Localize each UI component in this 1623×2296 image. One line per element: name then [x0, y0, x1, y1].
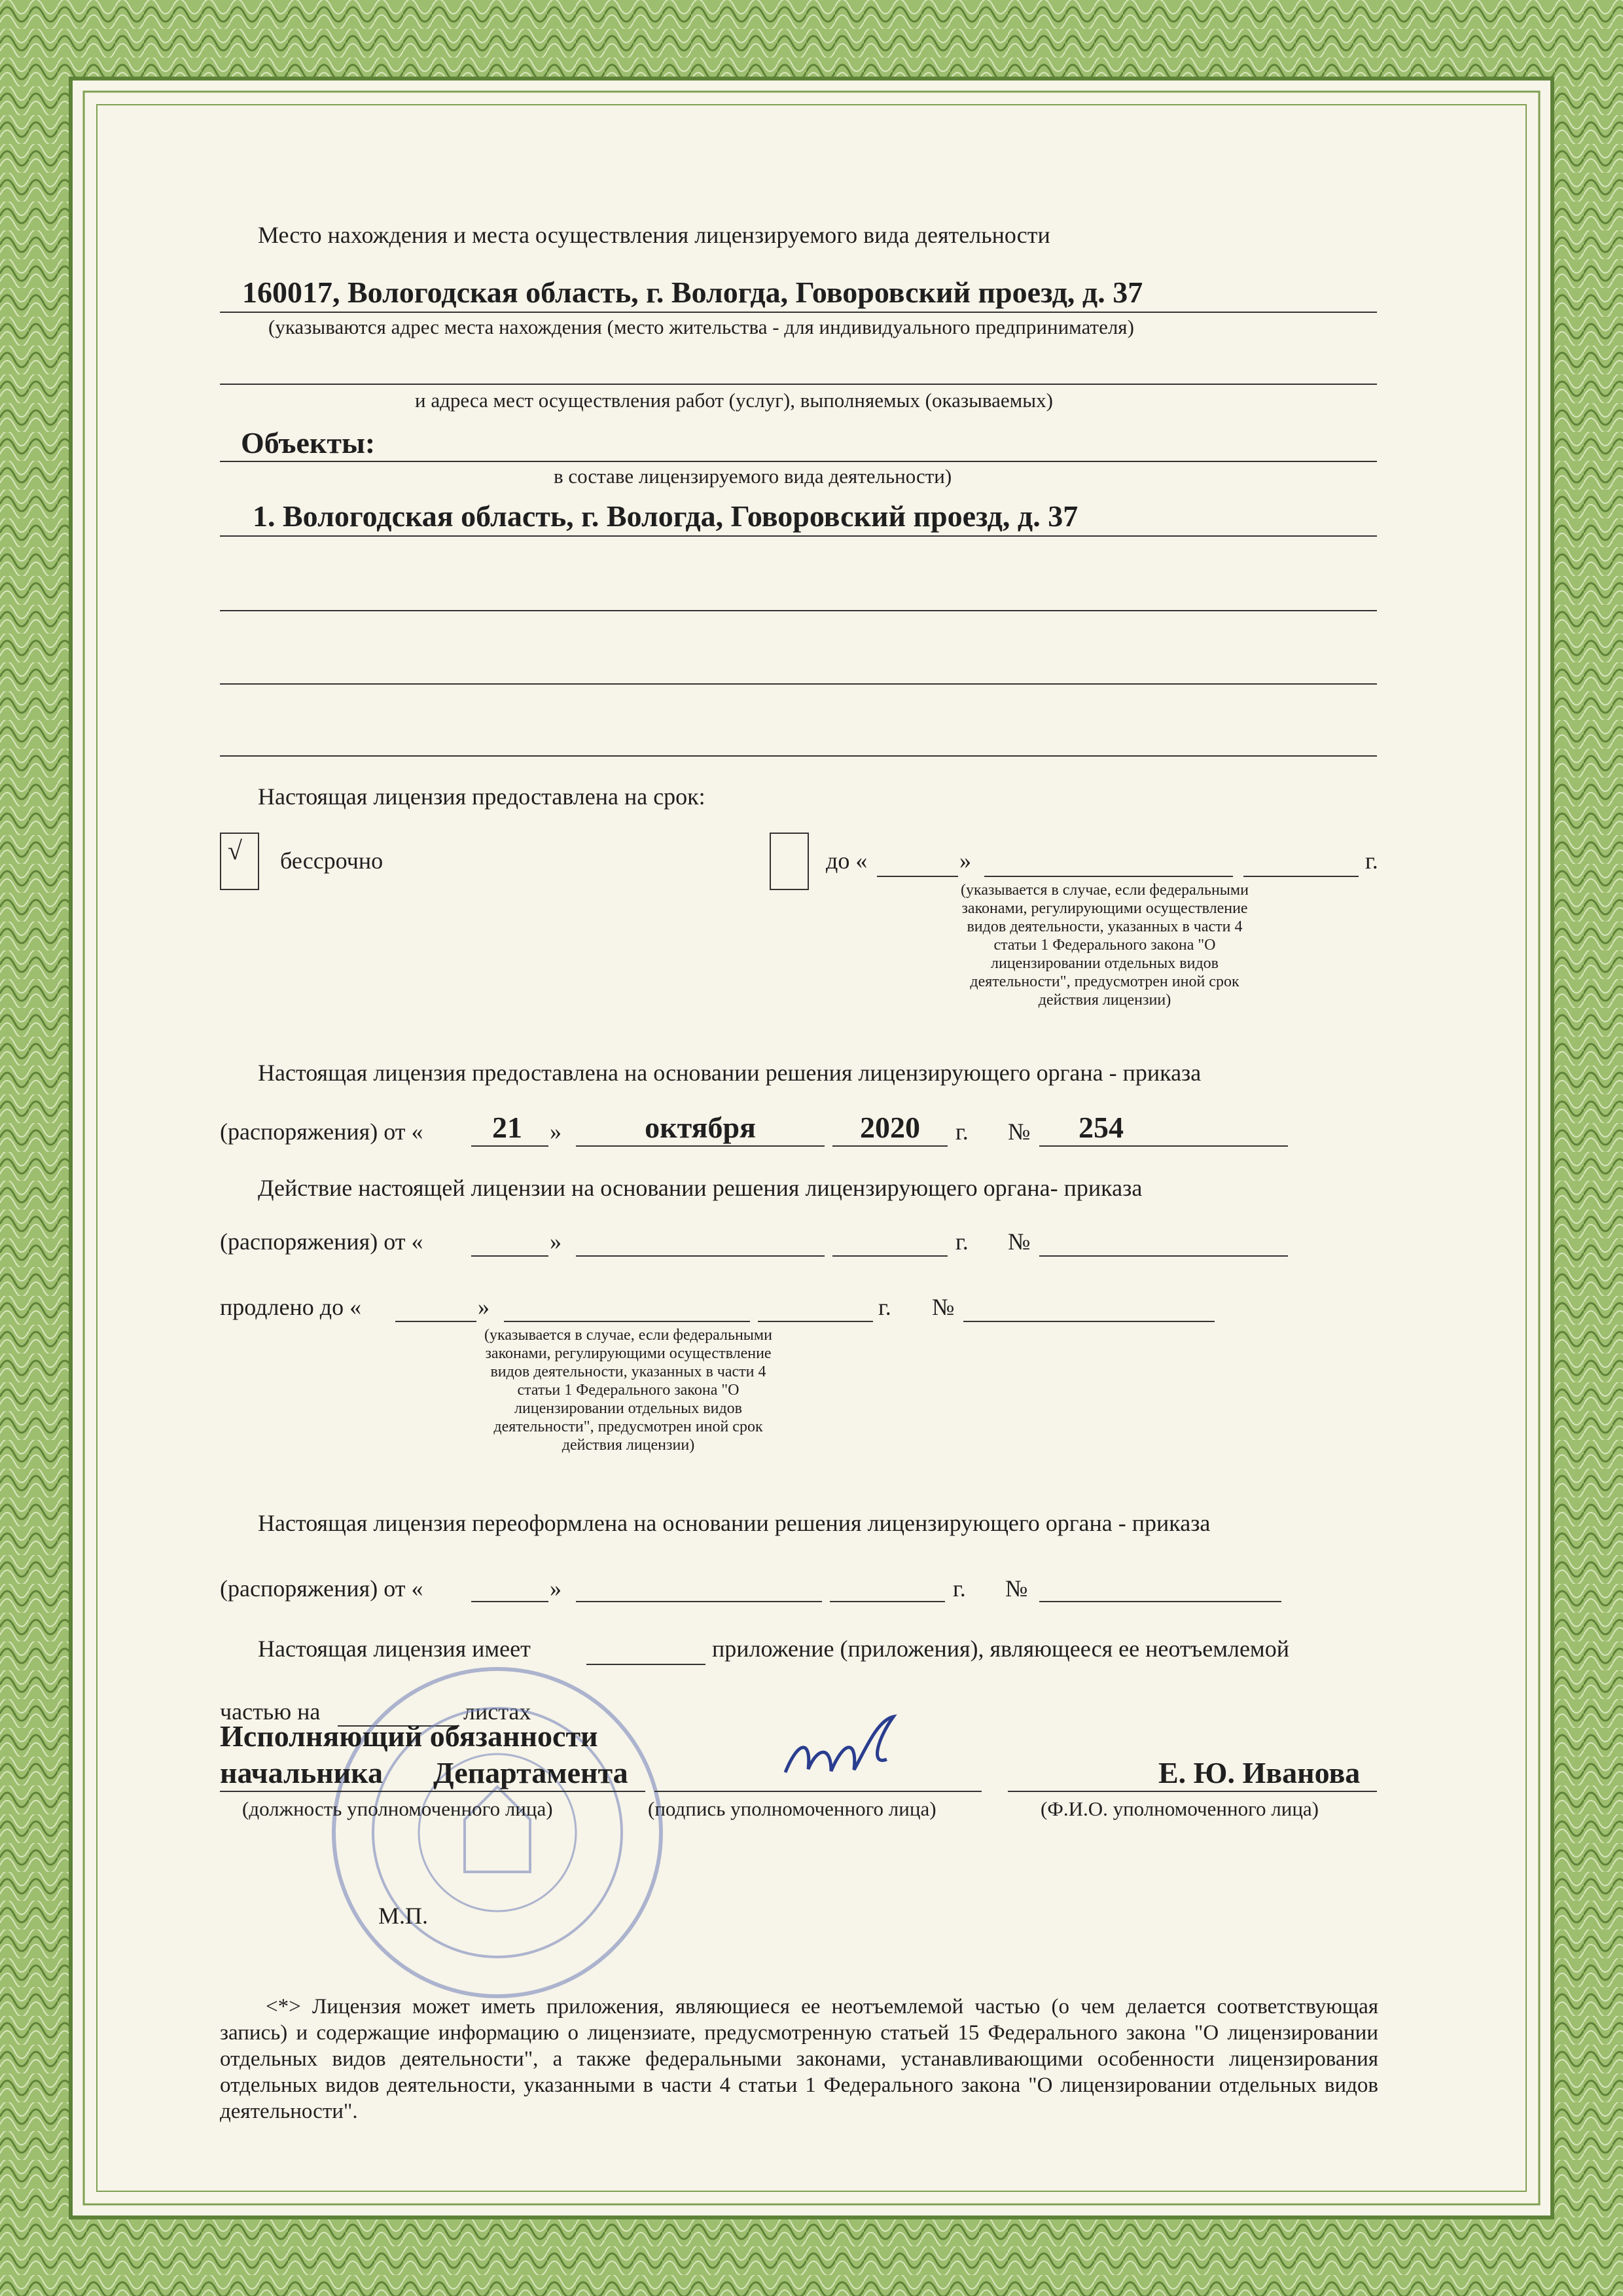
appendix-end: приложение (приложения), являющееся ее неотъемлемой [712, 1636, 1289, 1662]
until-checkbox[interactable] [770, 833, 809, 890]
reissue-year-suffix: г. [953, 1575, 966, 1602]
until-day-line [877, 876, 958, 877]
object-1: 1. Вологодская область, г. Вологда, Говоровский проезд, д. 37 [253, 499, 1079, 533]
extended-prefix: продлено до « [220, 1294, 362, 1320]
extended-note: (указывается в случае, если федеральными законами, регулирующими осуществление видов деятельности, указанных в части 4 статьи 1 Федерального закона "О лицензировании отдельных видов деятельности", предусмотрен иной срок действия лицензии) [484, 1327, 772, 1454]
until-year-suffix: г. [1365, 848, 1378, 874]
reissue-line: Настоящая лицензия переоформлена на основании решения лицензирующего органа - приказа [258, 1510, 1211, 1536]
basis-year-line [832, 1145, 948, 1147]
extended-number-sign: № [932, 1294, 955, 1320]
indefinite-label: бессрочно [280, 848, 383, 874]
appendix-pages-end: листах [463, 1698, 531, 1725]
basis-year: 2020 [860, 1111, 920, 1144]
basis-line: Настоящая лицензия предоставлена на основании решения лицензирующего органа - приказа [258, 1060, 1202, 1086]
reissue-month-line [576, 1601, 822, 1602]
caption-name: (Ф.И.О. уполномоченного лица) [1041, 1797, 1319, 1820]
appendix-pages-start: частью на [220, 1698, 321, 1725]
basis-month: октября [645, 1111, 756, 1144]
object-1-underline [220, 535, 1377, 537]
action-line: Действие настоящей лицензии на основании решения лицензирующего органа- приказа [258, 1175, 1143, 1201]
action-month-line [576, 1255, 825, 1257]
address-caption-3: в составе лицензируемого вида деятельности) [554, 465, 952, 488]
action-number-line [1039, 1255, 1288, 1257]
term-note: (указывается в случае, если федеральными законами, регулирующими осуществление видов деятельности, указанных в части 4 статьи 1 Федерального закона "О лицензировании отдельных видов деятельности", предусмотрен иной срок действия лицензии) [961, 882, 1249, 1009]
blank-line [220, 610, 1377, 611]
caption-signature: (подпись уполномоченного лица) [648, 1797, 936, 1820]
extended-month-line [504, 1321, 750, 1322]
term-heading: Настоящая лицензия предоставлена на срок: [258, 783, 705, 810]
footnote: <*> Лицензия может иметь приложения, являющиеся ее неотъемлемой частью (о чем делается соответствующая запись) и содержащие информацию о лицензиате, предусмотренную статьей 15 Федерального закона "О лицензировании отдельных видов деятельности", а также федеральными законами, устанавливающими особенности лицензирования отдельных видов деятельности, указанными в части 4 статьи 1 Федерального закона "О лицензировании отдельных видов деятельности". [220, 1995, 1378, 2123]
position-underline [220, 1791, 645, 1792]
reissue-prefix: (распоряжения) от « [220, 1575, 423, 1602]
address-caption-2: и адреса мест осуществления работ (услуг), выполняемых (оказываемых) [415, 389, 1053, 412]
extended-year-line [758, 1321, 873, 1322]
action-prefix: (распоряжения) от « [220, 1229, 423, 1255]
address-heading: Место нахождения и места осуществления лицензируемого вида деятельности [258, 222, 1050, 248]
action-day-line [471, 1255, 548, 1257]
blank-line [220, 683, 1377, 685]
until-month-line [984, 876, 1233, 877]
reissue-number-line [1039, 1601, 1281, 1602]
until-year-line [1243, 876, 1359, 877]
action-year-suffix: г. [955, 1229, 969, 1255]
action-number-sign: № [1008, 1229, 1031, 1255]
position-line-1: Исполняющий обязанности [220, 1719, 598, 1753]
appendix-start: Настоящая лицензия имеет [258, 1636, 531, 1662]
basis-number-line [1039, 1145, 1288, 1147]
basis-month-line [576, 1145, 825, 1147]
action-close: » [550, 1229, 562, 1255]
address-blank-line [220, 384, 1377, 385]
check-mark-icon: √ [228, 836, 242, 865]
address-value: 160017, Вологодская область, г. Вологда, Говоровский проезд, д. 37 [242, 276, 1143, 309]
officer-name: Е. Ю. Иванова [1158, 1756, 1361, 1789]
basis-number: 254 [1079, 1111, 1124, 1144]
caption-position: (должность уполномоченного лица) [242, 1797, 553, 1820]
until-close: » [959, 848, 971, 874]
extended-number-line [963, 1321, 1215, 1322]
address-caption: (указываются адрес места нахождения (место жительства - для индивидуального предпринимателя) [268, 315, 1134, 338]
stamp-icon [327, 1662, 668, 2003]
objects-label: Объекты: [241, 426, 376, 459]
reissue-close: » [550, 1575, 562, 1602]
basis-day-line [471, 1145, 548, 1147]
extended-close: » [478, 1294, 490, 1320]
basis-close: » [550, 1119, 562, 1145]
indefinite-checkbox[interactable] [220, 833, 259, 890]
basis-prefix: (распоряжения) от « [220, 1119, 423, 1145]
extended-day-line [395, 1321, 476, 1322]
signature-underline [654, 1791, 982, 1792]
objects-underline [220, 461, 1377, 462]
position-line-2a: начальника [220, 1756, 383, 1789]
stamp-place: М.П. [378, 1903, 429, 1929]
until-label: до « [826, 848, 868, 874]
signature-icon [772, 1713, 916, 1792]
position-line-2b: Департамента [433, 1756, 628, 1789]
extended-year-suffix: г. [878, 1294, 891, 1320]
basis-number-sign: № [1008, 1119, 1031, 1145]
basis-year-suffix: г. [955, 1119, 969, 1145]
basis-day: 21 [492, 1111, 522, 1144]
action-year-line [832, 1255, 948, 1257]
blank-line [220, 755, 1377, 757]
reissue-year-line [830, 1601, 945, 1602]
name-underline [1008, 1791, 1377, 1792]
address-underline [220, 312, 1377, 313]
reissue-number-sign: № [1005, 1575, 1028, 1602]
reissue-day-line [471, 1601, 548, 1602]
